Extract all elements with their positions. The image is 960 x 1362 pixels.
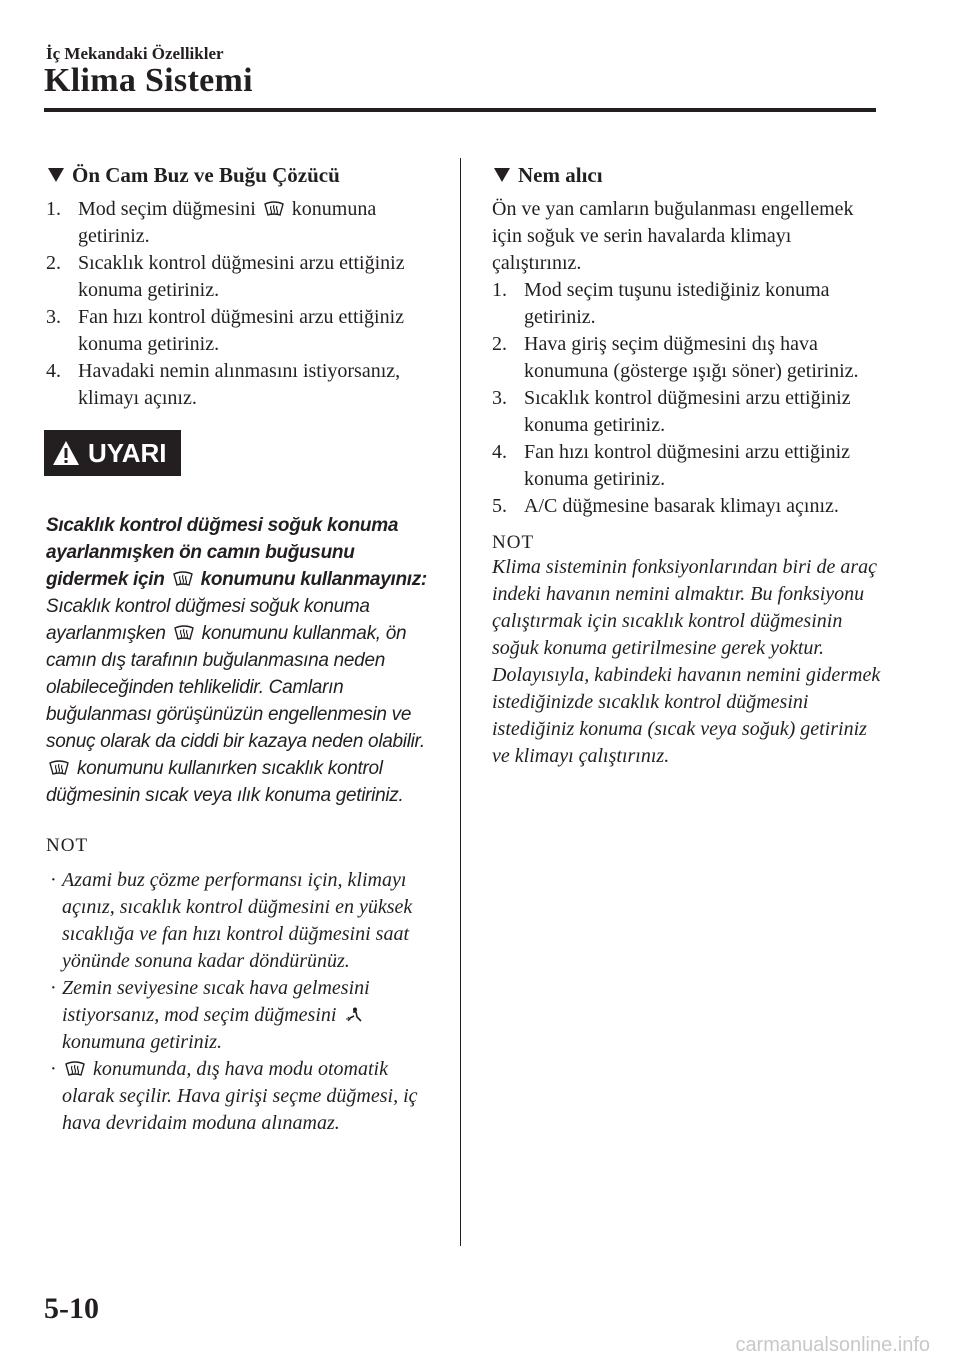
step-number: 5. xyxy=(492,495,507,517)
step-text: Sıcaklık kontrol düğmesini arzu ettiğiniz konuma getiriniz. xyxy=(524,387,851,436)
warning-text xyxy=(46,512,438,809)
page-number: 5-10 xyxy=(44,1292,99,1325)
windshield-defrost-icon xyxy=(173,625,195,641)
warning-badge xyxy=(44,430,181,476)
note-list xyxy=(46,867,438,1137)
section-heading-dehumidify xyxy=(492,158,884,192)
note-text: Azami buz çözme performansı için, klimayı açınız, sıcaklık kontrol düğmesini en yüksek sıcaklığa ve fan hızı kontrol düğmesini saat yönünde sonuna kadar döndürünüz. xyxy=(62,869,413,972)
step-text: A/C düğmesine basarak klimayı açınız. xyxy=(524,495,839,517)
note-label: NOT xyxy=(492,532,535,553)
step-text: Mod seçim düğmesini xyxy=(78,198,256,220)
step-text: konumuna getiriniz. xyxy=(78,198,377,247)
page-title: Klima Sistemi xyxy=(44,62,253,99)
windshield-defrost-icon xyxy=(172,571,194,587)
header-rule xyxy=(44,108,876,112)
step-text: Hava giriş seçim düğmesini dış hava konumuna (gösterge ışığı söner) getiriniz. xyxy=(524,333,859,382)
step-text: Havadaki nemin alınmasını istiyorsanız, klimayı açınız. xyxy=(78,360,401,409)
note-text: konumuna getiriniz. xyxy=(62,1031,222,1053)
intro-text: Ön ve yan camların buğulanması engellemek için soğuk ve serin havalarda klimayı çalıştırınız. xyxy=(492,198,854,274)
warning-body-text: konumunu kullanmak, ön camın dış tarafının buğulanmasına neden olabileceğinden tehlikelidir. Camların buğulanması görüşünüzün engellenmesin ve sonuç olarak da ciddi bir kazaya neden olabilir. xyxy=(46,623,425,752)
step-text: Fan hızı kontrol düğmesini arzu ettiğiniz konuma getiriniz. xyxy=(78,306,405,355)
list-item xyxy=(46,1056,438,1137)
section-heading-defroster xyxy=(46,158,438,192)
list-item xyxy=(492,493,884,520)
list-item xyxy=(492,331,884,385)
step-number: 4. xyxy=(46,360,61,382)
bullet-dot: · xyxy=(50,1058,57,1080)
warning-label: UYARI xyxy=(88,437,167,468)
warning-triangle-icon xyxy=(52,440,80,466)
windshield-defrost-icon xyxy=(263,201,285,217)
heading-text: Nem alıcı xyxy=(518,162,603,187)
note-text: konumunda, dış hava modu otomatik olarak seçilir. Hava girişi seçme düğmesi, iç hava devridaim moduna alınamaz. xyxy=(62,1058,418,1134)
warning-bold-text: Sıcaklık kontrol düğmesi soğuk konuma ayarlanmışken ön camın buğusunu gidermek için xyxy=(46,515,399,590)
warning-body-text: konumunu kullanırken sıcaklık kontrol düğmesinin sıcak veya ılık konuma getiriniz. xyxy=(46,758,404,806)
step-text: Fan hızı kontrol düğmesini arzu ettiğiniz konuma getiriniz. xyxy=(524,441,851,490)
note-text: Zemin seviyesine sıcak hava gelmesini istiyorsanız, mod seçim düğmesini xyxy=(62,977,370,1026)
list-item xyxy=(46,975,438,1056)
step-text: Sıcaklık kontrol düğmesini arzu ettiğiniz konuma getiriniz. xyxy=(78,252,405,301)
step-number: 3. xyxy=(46,306,61,328)
list-item xyxy=(46,304,438,358)
note-text: Klima sisteminin fonksiyonlarından biri de araç indeki havanın nemini almaktır. Bu fonksiyonu çalıştırmak için sıcaklık kontrol düğmesinin soğuk konuma getirilmesine gerek yoktur. Dolayısıyla, kabindeki havanın nemini gidermek istediğinizde sıcaklık kontrol düğmesini istediğiniz konuma (sıcak veya soğuk) getiriniz ve klimayı çalıştırınız. xyxy=(492,556,881,767)
heading-text: Ön Cam Buz ve Buğu Çözücü xyxy=(72,162,340,187)
list-item xyxy=(46,358,438,412)
step-number: 4. xyxy=(492,441,507,463)
triangle-bullet-icon xyxy=(48,168,64,182)
list-item xyxy=(46,196,438,250)
left-column xyxy=(46,158,438,1137)
note-label: NOT xyxy=(46,835,89,856)
bullet-dot: · xyxy=(50,977,57,999)
section-label: İç Mekandaki Özellikler xyxy=(46,44,224,63)
step-number: 1. xyxy=(492,279,507,301)
list-item xyxy=(492,385,884,439)
defrost-steps xyxy=(46,196,438,412)
warning-body-text: Sıcaklık kontrol düğmesi soğuk konuma ayarlanmışken xyxy=(46,596,370,644)
bullet-dot: · xyxy=(50,869,57,891)
column-divider xyxy=(460,158,461,1246)
step-number: 2. xyxy=(492,333,507,355)
warning-bold-text: konumunu kullanmayınız: xyxy=(200,569,427,590)
right-column xyxy=(492,158,884,770)
windshield-defrost-icon xyxy=(64,1061,86,1077)
list-item xyxy=(492,439,884,493)
dehumidify-steps xyxy=(492,277,884,520)
list-item xyxy=(492,277,884,331)
list-item xyxy=(46,250,438,304)
windshield-defrost-icon xyxy=(48,760,70,776)
triangle-bullet-icon xyxy=(494,168,510,182)
list-item xyxy=(46,867,438,975)
step-number: 2. xyxy=(46,252,61,274)
floor-airflow-icon xyxy=(343,1007,365,1023)
step-number: 1. xyxy=(46,198,61,220)
step-number: 3. xyxy=(492,387,507,409)
watermark: carmanualsonline.info xyxy=(735,1334,930,1356)
step-text: Mod seçim tuşunu istediğiniz konuma getiriniz. xyxy=(524,279,830,328)
